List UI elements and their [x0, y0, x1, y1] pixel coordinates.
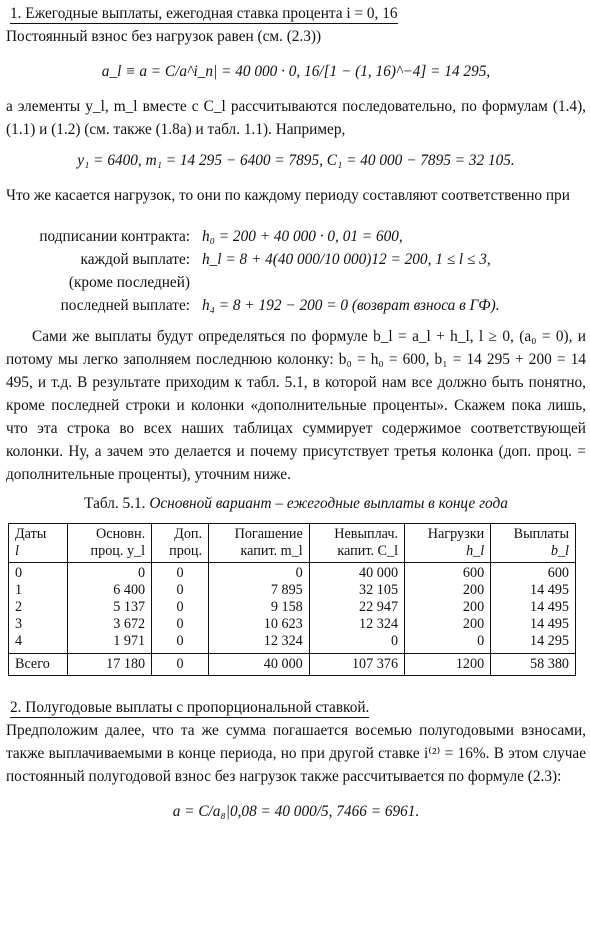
charge-expr: h_l = 8 + 4(40 000/10 000)12 = 200, 1 ≤ l ≤ 3,	[202, 251, 491, 268]
table-header-row	[9, 524, 576, 563]
paragraph-payments: Сами же выплаты будут определяться по формуле b_l = a_l + h_l, l ≥ 0, (a₀ = 0), и потому мы легко заполняем последнюю колонку: b₀ = h₀ = 600, b₁ = 14 295 + 200 = 14 495, и т.д. В результате приходим к табл. 5.1, в которой нам все должно быть понятно, кроме последней строки и колонки «дополнительные проценты». Скажем пока лишь, что эта строка во всех наших таблицах суммирует содержимое соответствующей колонки. Ну, а зачем это делается и почему присутствует третья колонка (доп. проц. = дополнительные проценты), уточним ниже.	[6, 328, 586, 483]
col-header-repayment: Погашение капит. m_l	[209, 524, 310, 563]
table-caption-title: Основной вариант – ежегодные выплаты в конце года	[149, 495, 508, 512]
table-caption	[6, 492, 586, 515]
table-caption-prefix: Табл. 5.1.	[84, 495, 146, 512]
table-row: 0 0 0 0 40 000 600 600	[9, 563, 576, 583]
charge-label: (кроме последней)	[68, 274, 190, 291]
table-5-1	[8, 523, 576, 676]
charge-expr: h₄ = 8 + 192 − 200 = 0 (возврат взноса в ГФ).	[202, 297, 500, 314]
charge-label: каждой выплате:	[80, 251, 190, 268]
col-header-payments: Выплаты b_l	[491, 524, 576, 563]
section2-heading-text: 2. Полугодовые выплаты с пропорциональной ставкой.	[10, 699, 370, 716]
section1-heading-text: 1. Ежегодные выплаты, ежегодная ставка процента i = 0, 16	[10, 5, 398, 22]
charge-row-last	[6, 294, 586, 317]
col-header-main-interest: Основн. проц. y_l	[68, 524, 152, 563]
table-row: 3 3 672 0 10 623 12 324 200 14 495	[9, 616, 576, 633]
formula-example: y₁ = 6400, m₁ = 14 295 − 6400 = 7895, C₁ = 40 000 − 7895 = 32 105.	[77, 152, 515, 169]
formula-annuity: a_l ≡ a = C/a^i_n| = 40 000 · 0, 16/[1 − (1, 16)^−4] = 14 295,	[101, 63, 491, 80]
paragraph-charges: Что же касается нагрузок, то они по каждому периоду составляют соответственно при	[6, 187, 570, 204]
table-row: 4 1 971 0 12 324 0 0 14 295	[9, 633, 576, 654]
charges-list	[6, 225, 586, 317]
charge-label: подписании контракта:	[39, 228, 190, 245]
charge-row-except	[6, 271, 586, 294]
col-header-extra-interest: Доп. проц.	[152, 524, 209, 563]
charge-label: последней выплате:	[60, 297, 190, 314]
charge-expr: h₀ = 200 + 40 000 · 0, 01 = 600,	[202, 228, 403, 245]
document-page	[6, 0, 586, 823]
table-row: 2 5 137 0 9 158 22 947 200 14 495	[9, 599, 576, 616]
charge-row-signing	[6, 225, 586, 248]
paragraph-elements: а элементы y_l, m_l вместе с C_l рассчитываются последовательно, по формулам (1.4), (1.1) и (1.2) (см. также (1.8а) и табл. 1.1). Например,	[6, 98, 586, 138]
section2-heading	[10, 696, 586, 719]
col-header-dates: Даты l	[9, 524, 68, 563]
paragraph-semiannual: Предположим далее, что та же сумма погашается восемью полугодовыми взносами, также выплачиваемыми в конце периода, но при другой ставке i⁽²⁾ = 16%. В этом случае постоянный полугодовой взнос без нагрузок также рассчитывается по формуле (2.3):	[6, 722, 586, 785]
section1-intro: Постоянный взнос без нагрузок равен (см. (2.3))	[6, 28, 322, 45]
table-total-row: Всего 17 180 0 40 000 107 376 1200 58 380	[9, 654, 576, 676]
col-header-charges: Нагрузки h_l	[405, 524, 491, 563]
section1-heading	[10, 2, 586, 25]
charge-row-each	[6, 248, 586, 271]
col-header-unpaid: Невыплач. капит. C_l	[309, 524, 404, 563]
formula-semiannual: a = C/a₈|0,08 = 40 000/5, 7466 = 6961.	[172, 803, 420, 820]
table-row: 1 6 400 0 7 895 32 105 200 14 495	[9, 582, 576, 599]
